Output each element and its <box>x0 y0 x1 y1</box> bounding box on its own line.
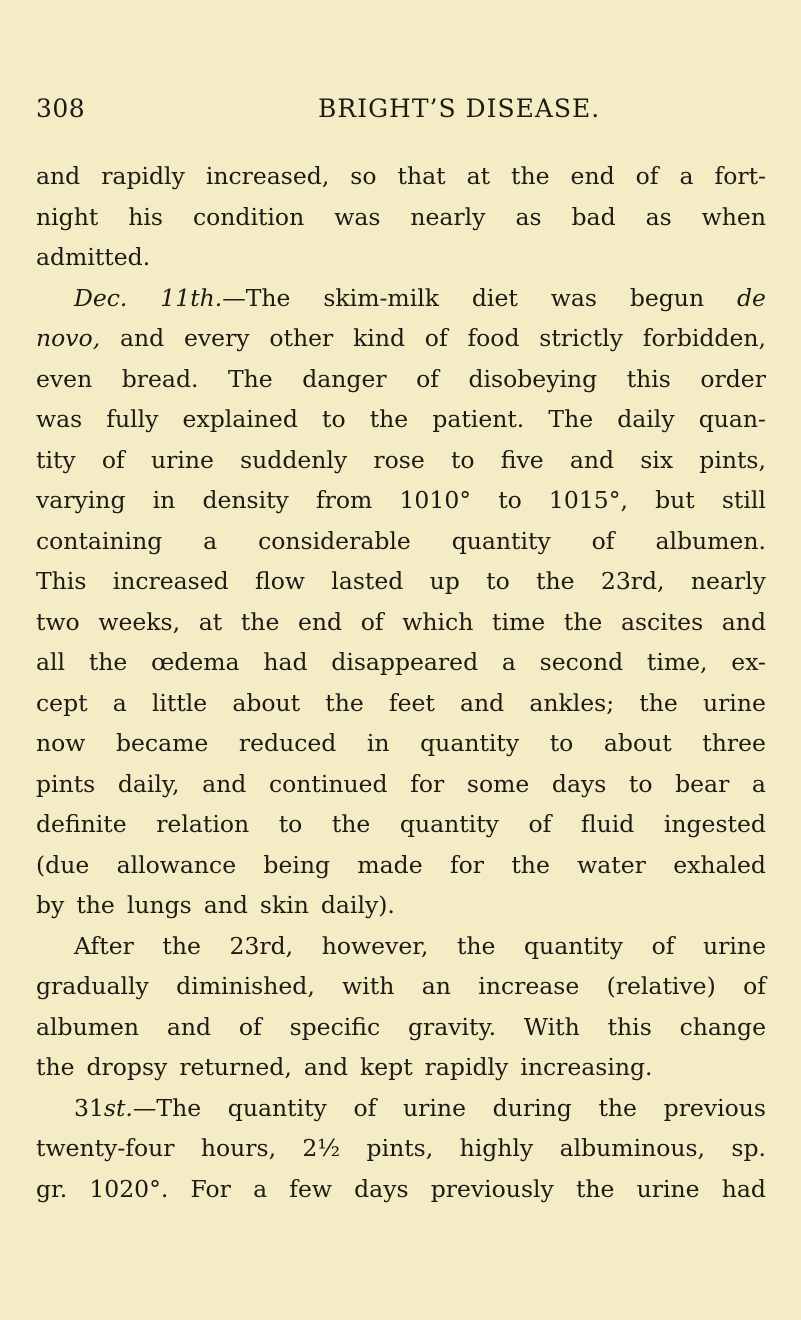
word: this <box>626 364 671 393</box>
word: quan- <box>698 405 766 433</box>
word: that <box>397 162 446 190</box>
word: relation <box>156 810 250 838</box>
word: had <box>721 1174 766 1203</box>
word: the <box>240 607 280 636</box>
word: feet <box>388 688 435 717</box>
word: diminished, <box>176 972 315 1000</box>
word: the <box>162 931 201 960</box>
word: daily <box>617 405 675 433</box>
word: ingested <box>663 810 766 838</box>
word: about <box>603 729 672 757</box>
word: pints, <box>699 445 766 474</box>
word: nearly <box>690 567 766 595</box>
word: begun <box>629 283 705 312</box>
word: After <box>74 931 134 960</box>
word: (due <box>36 850 90 879</box>
word: rose <box>373 445 425 474</box>
body-text <box>36 156 766 1209</box>
word: suddenly <box>240 445 348 474</box>
word: few <box>289 1174 332 1203</box>
text-line <box>36 845 766 886</box>
word: by <box>36 891 65 919</box>
word: reduced <box>238 729 337 757</box>
word: previous <box>663 1093 766 1122</box>
word: kept <box>360 1053 413 1081</box>
word: the <box>36 1053 75 1081</box>
text-line <box>36 1128 766 1169</box>
word: 23rd, <box>229 931 294 960</box>
word: condition <box>192 202 305 231</box>
word: kind <box>353 324 405 352</box>
word: when <box>701 202 766 231</box>
word: allowance <box>116 850 237 879</box>
word: in <box>366 729 390 757</box>
word: gr. <box>36 1174 68 1203</box>
word: increased, <box>205 162 330 190</box>
word: the <box>88 648 128 676</box>
word: the <box>369 405 409 433</box>
word: urine <box>703 931 766 960</box>
word: time <box>492 607 546 636</box>
word: bad <box>571 202 616 231</box>
word: rapidly <box>424 1053 509 1081</box>
word: of <box>238 1012 262 1041</box>
word: the <box>639 688 678 717</box>
word: specific <box>289 1012 381 1041</box>
word: highly <box>459 1134 534 1162</box>
word: de <box>736 283 766 312</box>
word: fort- <box>714 162 766 190</box>
word: daily). <box>320 891 395 919</box>
word: quantity <box>420 729 520 757</box>
word: some <box>466 769 530 798</box>
word: of <box>651 931 675 960</box>
word: and <box>203 891 248 919</box>
word: of <box>353 1093 377 1122</box>
word: had <box>263 648 308 676</box>
word: sp. <box>731 1134 766 1162</box>
text-line <box>36 359 766 400</box>
word: days <box>551 769 607 798</box>
word: 31st.—The <box>74 1093 202 1122</box>
word: bread. <box>121 364 199 393</box>
word: of <box>635 162 659 190</box>
text-line <box>36 885 766 926</box>
word: and <box>569 445 615 474</box>
text-line <box>36 1169 766 1210</box>
word: every <box>183 324 250 352</box>
word: and <box>36 162 81 190</box>
word: of <box>101 445 125 474</box>
word: The <box>548 405 594 433</box>
word: change <box>679 1012 766 1041</box>
word: pints <box>36 769 96 798</box>
word: a <box>203 526 218 555</box>
text-line <box>36 480 766 521</box>
text-line <box>36 602 766 643</box>
word: cept <box>36 688 88 717</box>
word: hours, <box>200 1134 277 1162</box>
word: to <box>628 769 653 798</box>
word: The <box>227 364 273 393</box>
word: at <box>198 607 223 636</box>
text-line <box>36 318 766 359</box>
word: twenty-four <box>36 1134 175 1162</box>
word: flow <box>255 567 305 595</box>
word: varying <box>36 486 126 514</box>
word: previously <box>430 1174 554 1203</box>
word: bear <box>675 769 730 798</box>
word: of <box>416 364 439 393</box>
word: diet <box>471 283 518 312</box>
word: however, <box>321 931 429 960</box>
word: now <box>36 729 86 757</box>
word: danger <box>302 364 387 393</box>
word: a <box>501 648 516 676</box>
word: up <box>429 567 460 595</box>
word: a <box>112 688 127 717</box>
word: increased <box>112 567 229 595</box>
word: even <box>36 364 93 393</box>
word: a <box>679 162 694 190</box>
word: to <box>278 810 303 838</box>
word: patient. <box>432 405 525 433</box>
word: 1020°. <box>89 1174 169 1203</box>
page-header <box>36 94 766 130</box>
word: skim-milk <box>323 283 439 312</box>
word: nearly <box>410 202 486 231</box>
word: rapidly <box>101 162 185 190</box>
word: quantity <box>524 931 624 960</box>
word: weeks, <box>98 607 181 636</box>
word: and <box>119 324 165 352</box>
word: 1010° <box>399 486 472 514</box>
word: the <box>536 567 575 595</box>
word: became <box>115 729 209 757</box>
word: and <box>166 1012 212 1041</box>
word: disappeared <box>331 648 479 676</box>
text-line <box>36 804 766 845</box>
text-line <box>36 926 766 967</box>
word: and <box>460 688 505 717</box>
word: admitted. <box>36 243 151 271</box>
text-line <box>36 156 766 197</box>
word: albuminous, <box>559 1134 706 1162</box>
word: for <box>449 850 485 879</box>
word: lasted <box>331 567 404 595</box>
word: œdema <box>151 648 240 676</box>
word: This <box>36 567 87 595</box>
word: for <box>410 769 445 798</box>
word: to <box>549 729 574 757</box>
word: novo, <box>36 324 101 352</box>
word: so <box>350 162 377 190</box>
word: increase <box>478 972 580 1000</box>
word: exhaled <box>673 850 766 879</box>
word: the <box>456 931 496 960</box>
word: Dec. <box>74 283 128 312</box>
word: night <box>36 202 99 231</box>
word: about <box>232 688 301 717</box>
word: an <box>421 972 451 1000</box>
word: daily, <box>117 769 180 798</box>
word: disobeying <box>468 364 598 393</box>
text-line <box>36 440 766 481</box>
word: with <box>342 972 395 1000</box>
word: strictly <box>539 324 623 352</box>
word: quantity <box>451 526 551 555</box>
word: a <box>751 769 766 798</box>
word: albumen. <box>655 526 766 555</box>
word: from <box>315 486 373 514</box>
text-line <box>36 278 766 319</box>
word: urine <box>403 1093 466 1122</box>
word: quantity <box>227 1093 327 1122</box>
word: six <box>640 445 674 474</box>
word: the <box>563 607 603 636</box>
word: continued <box>268 769 388 798</box>
word: but <box>655 486 695 514</box>
word: was <box>36 405 83 433</box>
text-line <box>36 521 766 562</box>
word: fluid <box>580 810 635 838</box>
word: ex- <box>731 648 766 676</box>
text-line <box>36 1007 766 1048</box>
word: ankles; <box>529 688 615 717</box>
word: in <box>152 486 176 514</box>
text-line <box>36 237 766 278</box>
word: With <box>523 1012 580 1041</box>
page-number: 308 <box>36 94 86 123</box>
text-line <box>36 399 766 440</box>
running-title: BRIGHT’S DISEASE. <box>318 94 601 123</box>
word: definite <box>36 810 127 838</box>
text-line <box>36 1047 766 1088</box>
word: tity <box>36 445 76 474</box>
word: the <box>598 1093 637 1122</box>
word: 11th.—The <box>160 283 291 312</box>
word: For <box>190 1174 231 1203</box>
word: second <box>539 648 624 676</box>
word: order <box>700 364 766 393</box>
word: the <box>325 688 364 717</box>
word: pints, <box>366 1134 434 1162</box>
word: to <box>450 445 475 474</box>
word: urine <box>702 688 766 717</box>
word: and <box>721 607 766 636</box>
word: albumen <box>36 1012 140 1041</box>
word: of <box>360 607 384 636</box>
word: as <box>515 202 542 231</box>
word: end <box>298 607 343 636</box>
word: to <box>498 486 522 514</box>
word: other <box>269 324 334 352</box>
word: of <box>743 972 766 1000</box>
word: during <box>492 1093 572 1122</box>
text-line <box>36 966 766 1007</box>
word: this <box>607 1012 652 1041</box>
word: lungs <box>126 891 192 919</box>
word: food <box>467 324 520 352</box>
word: skin <box>259 891 309 919</box>
word: fully <box>106 405 159 433</box>
text-line <box>36 1088 766 1129</box>
word: being <box>263 850 331 879</box>
text-line <box>36 723 766 764</box>
word: urine <box>636 1174 700 1203</box>
word: was <box>550 283 597 312</box>
word: of <box>424 324 448 352</box>
text-line <box>36 764 766 805</box>
word: increasing. <box>520 1053 653 1081</box>
word: (relative) <box>606 972 716 1000</box>
word: the <box>511 850 550 879</box>
word: to <box>486 567 510 595</box>
word: made <box>357 850 423 879</box>
word: his <box>128 202 163 231</box>
word: at <box>466 162 491 190</box>
word: which <box>402 607 474 636</box>
word: returned, <box>179 1053 292 1081</box>
word: quantity <box>399 810 499 838</box>
word: urine <box>150 445 214 474</box>
word: and <box>303 1053 349 1081</box>
text-line <box>36 683 766 724</box>
word: end <box>570 162 615 190</box>
word: containing <box>36 526 163 555</box>
word: 23rd, <box>600 567 665 595</box>
word: time, <box>646 648 708 676</box>
word: ascites <box>620 607 704 636</box>
word: the <box>76 891 115 919</box>
word: as <box>645 202 672 231</box>
word: the <box>511 162 550 190</box>
word: and <box>202 769 247 798</box>
word: of <box>591 526 615 555</box>
word: days <box>354 1174 409 1203</box>
word: forbidden, <box>642 324 766 352</box>
word: 2½ <box>302 1134 341 1162</box>
word: 1015°, <box>548 486 628 514</box>
text-line <box>36 642 766 683</box>
word: water <box>577 850 646 879</box>
word: three <box>702 729 766 757</box>
word: of <box>528 810 552 838</box>
word: two <box>36 607 80 636</box>
word: little <box>151 688 208 717</box>
word: dropsy <box>86 1053 168 1081</box>
word: all <box>36 648 66 676</box>
word: was <box>334 202 381 231</box>
word: explained <box>182 405 298 433</box>
text-line <box>36 561 766 602</box>
word: still <box>721 486 766 514</box>
word: considerable <box>258 526 411 555</box>
word: gradually <box>36 972 149 1000</box>
text-line <box>36 197 766 238</box>
word: five <box>500 445 544 474</box>
word: to <box>322 405 346 433</box>
word: the <box>575 1174 615 1203</box>
word: gravity. <box>407 1012 497 1041</box>
word: the <box>331 810 371 838</box>
word: a <box>253 1174 268 1203</box>
word: density <box>202 486 289 514</box>
